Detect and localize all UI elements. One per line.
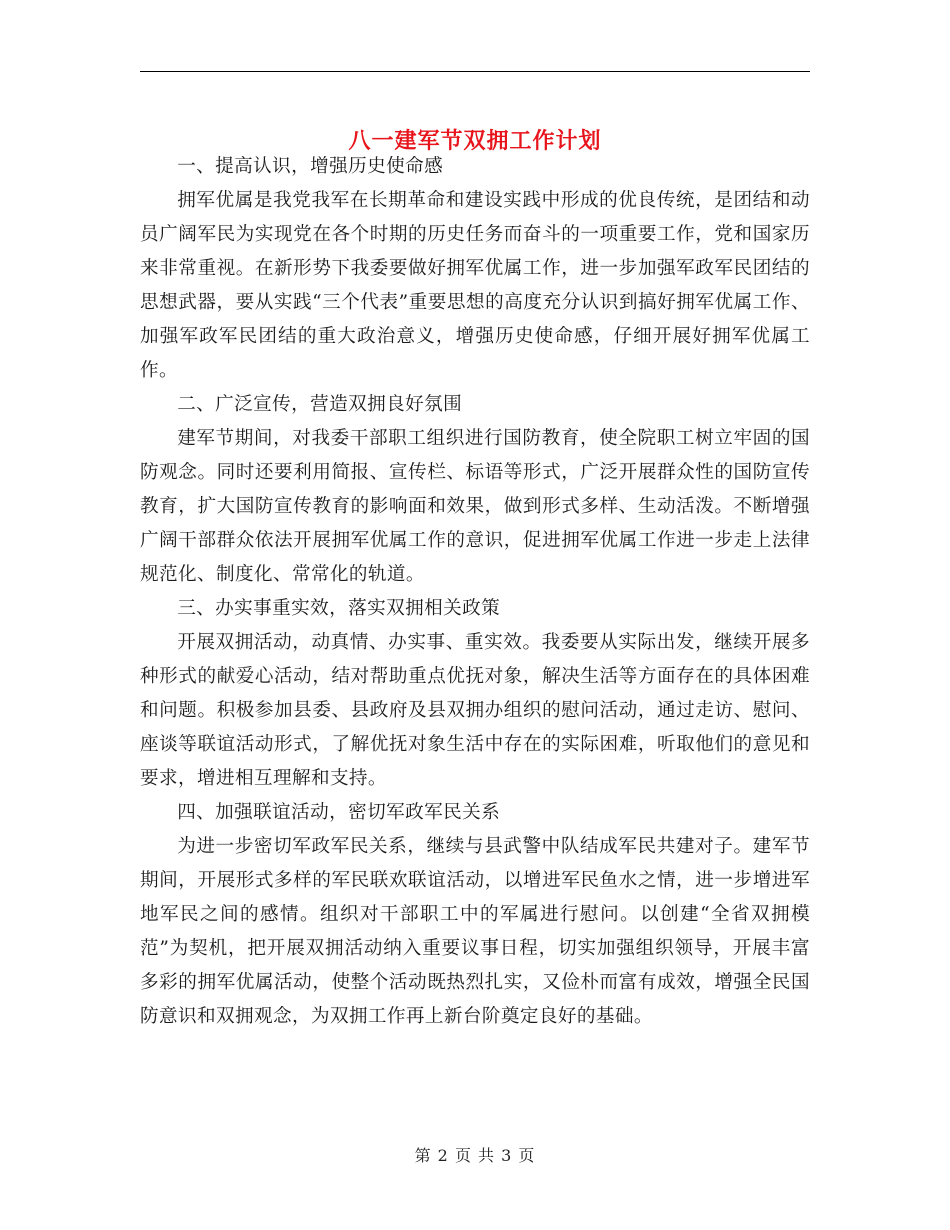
section-heading-3: 三、办实事重实效，落实双拥相关政策 [177, 598, 501, 619]
section-heading-4: 四、加强联谊活动，密切军政军民关系 [177, 802, 501, 823]
document-body [140, 150, 810, 1034]
section-paragraph-3: 开展双拥活动，动真情、办实事、重实效。我委要从实际出发，继续开展多种形式的献爱心活动，结对帮助重点优抚对象，解决生活等方面存在的具体困难和问题。积极参加县委、县政府及县双拥办组织的慰问活动，通过走访、慰问、座谈等联谊活动形式，了解优抚对象生活中存在的实际困难，听取他们的意见和要求，增进相互理解和支持。 [140, 632, 810, 789]
section-heading-1: 一、提高认识，增强历史使命感 [177, 156, 444, 177]
section-paragraph-4: 为进一步密切军政军民关系，继续与县武警中队结成军民共建对子。建军节期间，开展形式多样的军民联欢联谊活动，以增进军民鱼水之情，进一步增进军地军民之间的感情。组织对干部职工中的军属进行慰问。以创建“全省双拥模范”为契机，把开展双拥活动纳入重要议事日程，切实加强组织领导，开展丰富多彩的拥军优属活动，使整个活动既热烈扎实，又俭朴而富有成效，增强全民国防意识和双拥观念，为双拥工作再上新台阶奠定良好的基础。 [140, 836, 810, 1027]
section-paragraph-1: 拥军优属是我党我军在长期革命和建设实践中形成的优良传统，是团结和动员广阔军民为实现党在各个时期的历史任务而奋斗的一项重要工作，党和国家历来非常重视。在新形势下我委要做好拥军优属工作，进一步加强军政军民团结的思想武器，要从实践“三个代表”重要思想的高度充分认识到搞好拥军优属工作、加强军政军民团结的重大政治意义，增强历史使命感，仔细开展好拥军优属工作。 [140, 190, 810, 381]
section-heading-2: 二、广泛宣传，营造双拥良好氛围 [177, 394, 463, 415]
page-number: 第 2 页 共 3 页 [414, 1146, 536, 1165]
header-rule [140, 71, 810, 72]
section-paragraph-2: 建军节期间，对我委干部职工组织进行国防教育，使全院职工树立牢固的国防观念。同时还要利用简报、宣传栏、标语等形式，广泛开展群众性的国防宣传教育，扩大国防宣传教育的影响面和效果，做到形式多样、生动活泼。不断增强广阔干部群众依法开展拥军优属工作的意识，促进拥军优属工作进一步走上法律规范化、制度化、常常化的轨道。 [140, 428, 810, 585]
document-title: 八一建军节双拥工作计划 [348, 127, 602, 154]
